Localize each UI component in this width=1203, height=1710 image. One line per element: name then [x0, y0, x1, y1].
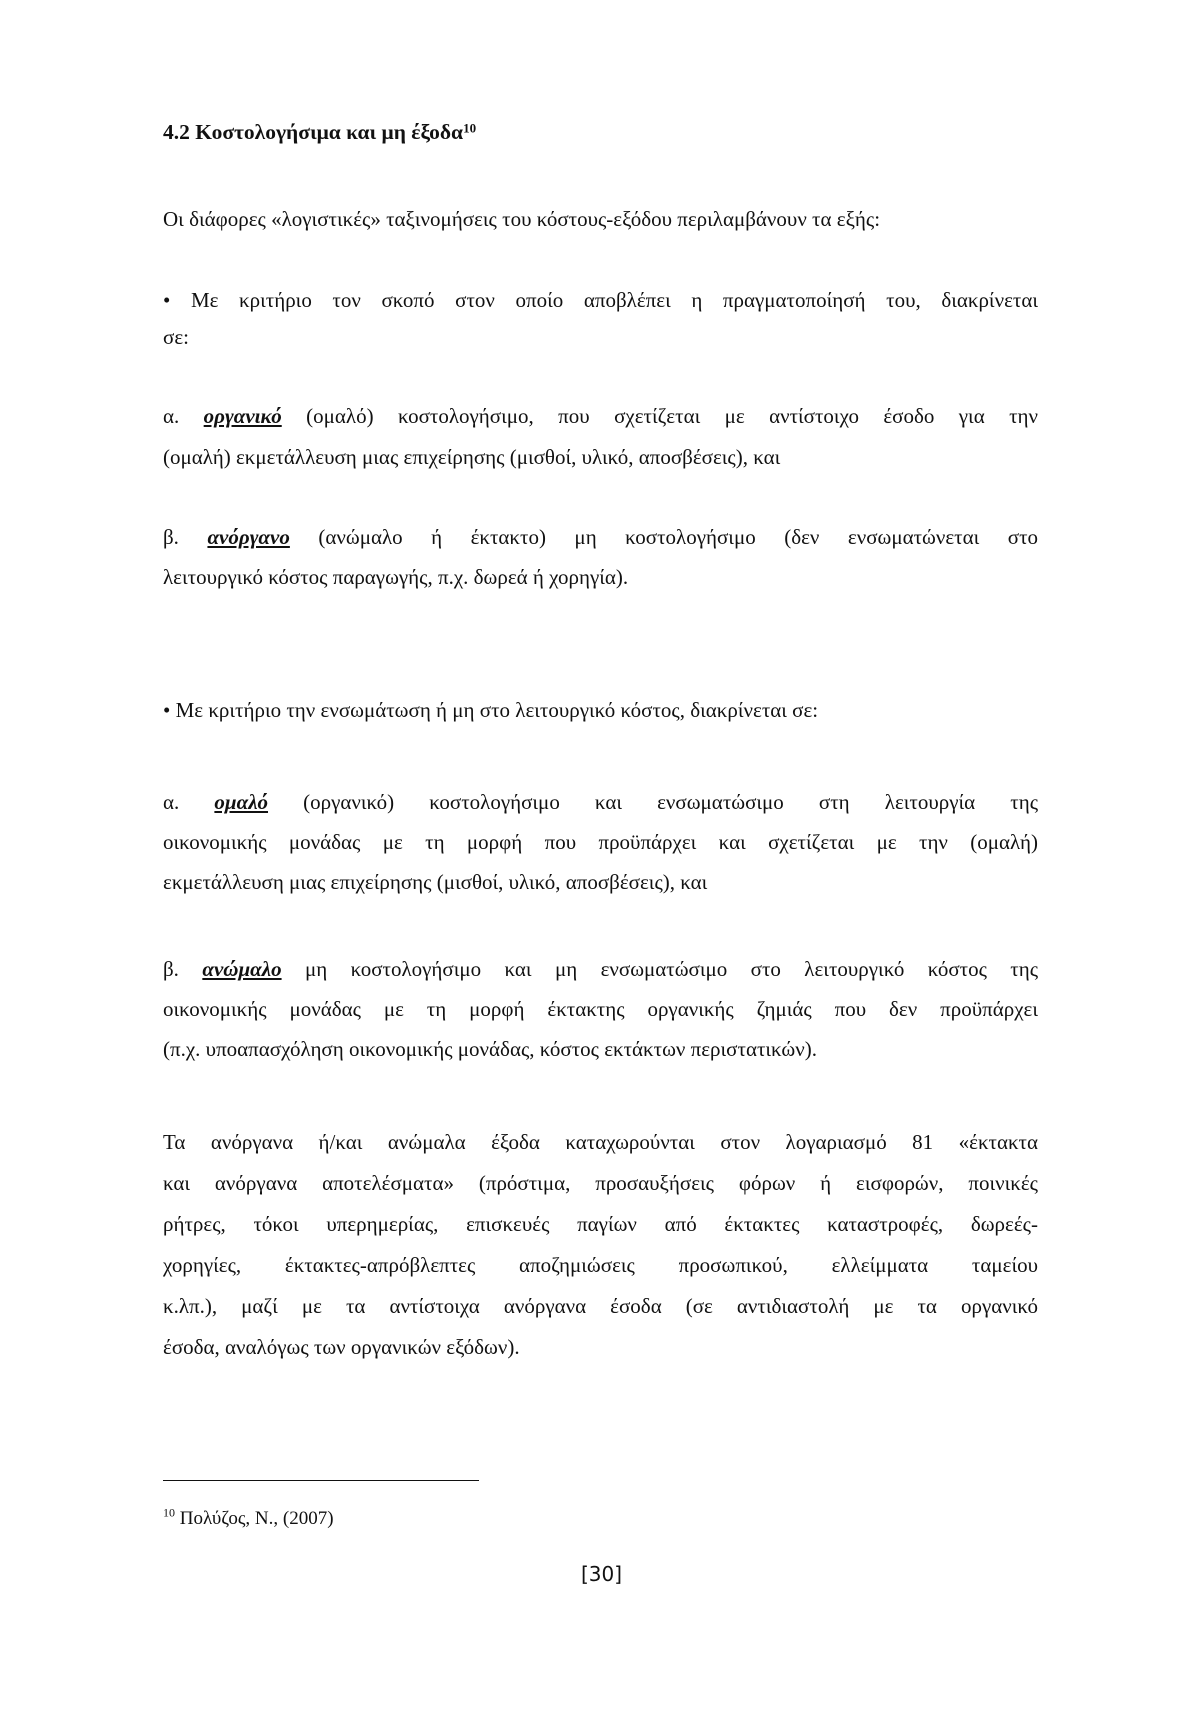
item-term: ανώμαλο: [202, 957, 282, 981]
section-heading: [163, 120, 1038, 145]
item-line-2: (ομαλή) εκμετάλλευση μιας επιχείρησης (μισθοί, υλικό, αποσβέσεις), και: [163, 445, 781, 469]
paragraph-line: χορηγίες, έκτακτες-απρόβλεπτες αποζημιώσεις προσωπικού, ελλείμματα ταμείου: [163, 1253, 1038, 1277]
criterion-2-item-b: [163, 954, 1038, 1064]
item-line-2: οικονομικής μονάδας με τη μορφή που προϋπάρχει και σχετίζεται με την (ομαλή): [163, 830, 1038, 854]
paragraph-line: κ.λπ.), μαζί με τα αντίστοιχα ανόργανα έσοδα (σε αντιδιαστολή με τα οργανικό: [163, 1294, 1038, 1318]
item-text: (οργανικό) κοστολογήσιμο και ενσωματώσιμο στη λειτουργία της: [303, 790, 1039, 814]
item-line-2: λειτουργικό κόστος παραγωγής, π.χ. δωρεά ή χορηγία).: [163, 565, 629, 589]
item-line: [163, 787, 1038, 817]
footnote: [163, 1505, 334, 1530]
item-line-2: οικονομικής μονάδας με τη μορφή έκτακτης οργανικής ζημιάς που δεν προϋπάρχει: [163, 997, 1038, 1021]
item-line: [163, 954, 1038, 984]
criterion-1-item-a: [163, 401, 1038, 472]
item-text: (ανώμαλο ή έκτακτο) μη κοστολογήσιμο (δεν ενσωματώνεται στο: [318, 525, 1039, 549]
criterion-1-line-1: • Με κριτήριο τον σκοπό στον οποίο αποβλέπει η πραγματοποίησή του, διακρίνεται: [163, 288, 1038, 312]
item-term: ανόργανο: [207, 525, 290, 549]
item-line-3: (π.χ. υποαπασχόληση οικονομικής μονάδας, κόστος εκτάκτων περιστατικών).: [163, 1037, 817, 1061]
paragraph-line: ρήτρες, τόκοι υπερημερίας, επισκευές παγίων από έκτακτες καταστροφές, δωρεές-: [163, 1212, 1038, 1236]
criterion-2-line-1: • Με κριτήριο την ενσωμάτωση ή μη στο λειτουργικό κόστος, διακρίνεται σε:: [163, 698, 819, 722]
closing-paragraph: [163, 1127, 1038, 1362]
item-label: β.: [163, 957, 179, 981]
heading-text: 4.2 Κοστολογήσιμα και μη έξοδα: [163, 120, 464, 144]
item-text: (ομαλό) κοστολογήσιμο, που σχετίζεται με αντίστοιχο έσοδο για την: [306, 404, 1039, 428]
criterion-1-line-2: σε:: [163, 325, 189, 349]
criterion-1: [163, 285, 1038, 352]
item-label: α.: [163, 790, 180, 814]
footnote-divider: [163, 1480, 479, 1481]
footnote-reference: 10: [463, 120, 477, 136]
item-line-3: εκμετάλλευση μιας επιχείρησης (μισθοί, υλικό, αποσβέσεις), και: [163, 870, 708, 894]
item-text: μη κοστολογήσιμο και μη ενσωματώσιμο στο λειτουργικό κόστος της: [304, 957, 1039, 981]
item-term: ομαλό: [214, 790, 269, 814]
intro-paragraph: Οι διάφορες «λογιστικές» ταξινομήσεις του κόστους-εξόδου περιλαμβάνουν τα εξής:: [163, 207, 881, 231]
criterion-1-item-b: [163, 522, 1038, 592]
item-term: οργανικό: [203, 404, 282, 428]
footnote-marker: 10: [163, 1505, 175, 1520]
paragraph-line: έσοδα, αναλόγως των οργανικών εξόδων).: [163, 1335, 520, 1359]
item-label: β.: [163, 525, 179, 549]
footnote-text: Πολύζος, Ν., (2007): [179, 1508, 334, 1529]
criterion-2-item-a: [163, 787, 1038, 897]
page-number: [30]: [580, 1562, 623, 1586]
paragraph-line: Τα ανόργανα ή/και ανώμαλα έξοδα καταχωρούνται στον λογαριασμό 81 «έκτακτα: [163, 1130, 1038, 1154]
item-line: [163, 401, 1038, 431]
item-line: [163, 522, 1038, 552]
item-label: α.: [163, 404, 180, 428]
paragraph-line: και ανόργανα αποτελέσματα» (πρόστιμα, προσαυξήσεις φόρων ή εισφορών, ποινικές: [163, 1171, 1038, 1195]
